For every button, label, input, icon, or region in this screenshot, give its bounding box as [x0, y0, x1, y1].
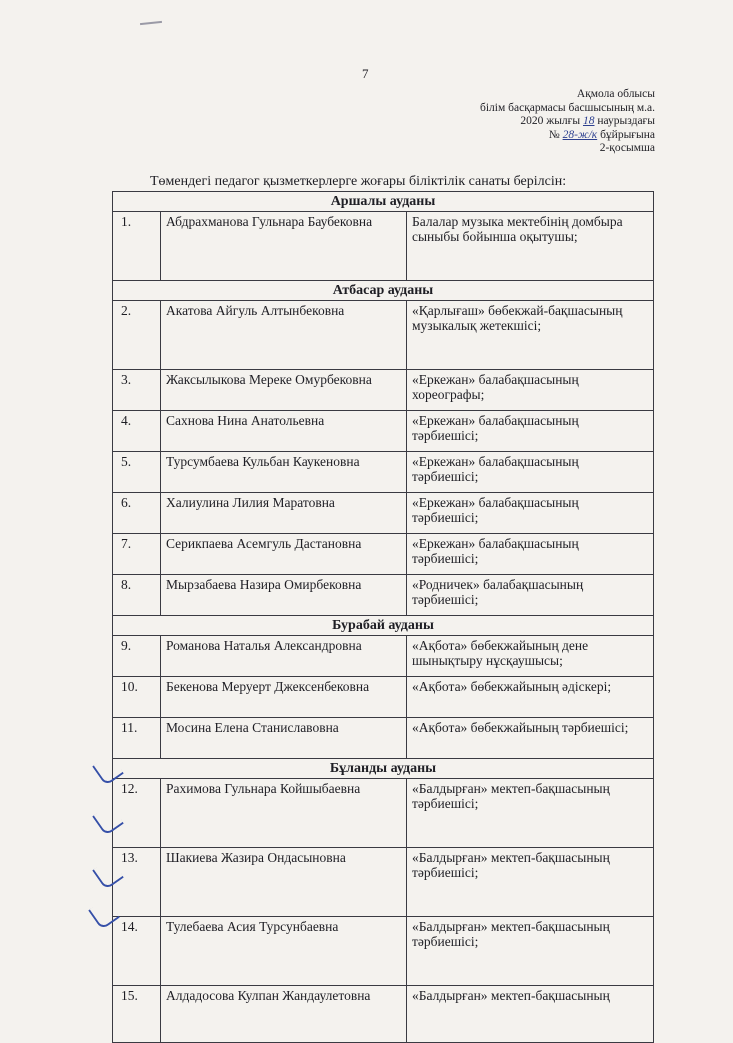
table-row	[113, 636, 654, 677]
teacher-name: Абдрахманова Гульнара Баубековна	[161, 212, 407, 281]
table-row	[113, 779, 654, 848]
row-number: 12.	[113, 779, 161, 848]
teacher-position: «Ақбота» бөбекжайының әдіскері;	[407, 677, 654, 718]
table-row	[113, 848, 654, 917]
teacher-position: «Еркежан» балабақшасының тәрбиешісі;	[407, 493, 654, 534]
teacher-name: Шакиева Жазира Ондасыновна	[161, 848, 407, 917]
document-header	[395, 88, 655, 156]
table-row	[113, 370, 654, 411]
row-number: 13.	[113, 848, 161, 917]
table-row	[113, 575, 654, 616]
teacher-position: «Балдырған» мектеп-бақшасының тәрбиешісі;	[407, 848, 654, 917]
district-name: Бұланды ауданы	[113, 759, 654, 779]
header-order: № 28-ж/к бұйрығына	[548, 128, 655, 141]
table-row	[113, 534, 654, 575]
teacher-position: «Еркежан» балабақшасының тәрбиешісі;	[407, 452, 654, 493]
table-row	[113, 677, 654, 718]
header-region: Ақмола облысы	[576, 88, 655, 100]
teacher-position: Балалар музыка мектебінің домбыра сыныбы бойынша оқытушы;	[407, 212, 654, 281]
row-number: 14.	[113, 917, 161, 986]
teacher-name: Рахимова Гульнара Койшыбаевна	[161, 779, 407, 848]
teacher-position: «Еркежан» балабақшасының тәрбиешісі;	[407, 534, 654, 575]
teacher-name: Акатова Айгуль Алтынбековна	[161, 301, 407, 370]
table-row	[113, 718, 654, 759]
row-number: 5.	[113, 452, 161, 493]
table-row	[113, 986, 654, 1043]
teacher-name: Тулебаева Асия Турсунбаевна	[161, 917, 407, 986]
teachers-table	[112, 191, 654, 1043]
row-number: 3.	[113, 370, 161, 411]
teacher-position: «Еркежан» балабақшасының тәрбиешісі;	[407, 411, 654, 452]
district-name: Атбасар ауданы	[113, 281, 654, 301]
district-row	[113, 192, 654, 212]
district-row	[113, 616, 654, 636]
teacher-name: Халиулина Лилия Маратовна	[161, 493, 407, 534]
table-row	[113, 212, 654, 281]
district-row	[113, 759, 654, 779]
teacher-name: Серикпаева Асемгуль Дастановна	[161, 534, 407, 575]
row-number: 2.	[113, 301, 161, 370]
teacher-position: «Қарлығаш» бөбекжай-бақшасының музыкалық жетекшісі;	[407, 301, 654, 370]
table-row	[113, 493, 654, 534]
row-number: 9.	[113, 636, 161, 677]
handwritten-day: 18	[582, 115, 595, 127]
row-number: 1.	[113, 212, 161, 281]
table-body	[113, 192, 654, 1043]
teacher-name: Мосина Елена Станиславовна	[161, 718, 407, 759]
teacher-position: «Балдырған» мектеп-бақшасының	[407, 986, 654, 1043]
scan-mark	[140, 21, 162, 25]
intro-text: Төмендегі педагог қызметкерлерге жоғары біліктілік санаты берілсін:	[150, 174, 567, 189]
header-appendix: 2-қосымша	[599, 142, 655, 154]
teacher-position: «Родничек» балабақшасының тәрбиешісі;	[407, 575, 654, 616]
teacher-name: Мырзабаева Назира Омирбековна	[161, 575, 407, 616]
table-row	[113, 917, 654, 986]
teacher-name: Турсумбаева Кульбан Каукеновна	[161, 452, 407, 493]
row-number: 6.	[113, 493, 161, 534]
header-authority: білім басқармасы басшысының м.а.	[480, 101, 655, 114]
header-date: 2020 жылғы 18 наурыздағы	[520, 115, 655, 127]
teacher-name: Романова Наталья Александровна	[161, 636, 407, 677]
teacher-name: Бекенова Меруерт Джексенбековна	[161, 677, 407, 718]
table-row	[113, 301, 654, 370]
row-number: 10.	[113, 677, 161, 718]
teacher-position: «Ақбота» бөбекжайының дене шынықтыру нұсқаушысы;	[407, 636, 654, 677]
table-row	[113, 411, 654, 452]
teacher-name: Сахнова Нина Анатольевна	[161, 411, 407, 452]
page-number: 7	[362, 66, 369, 81]
district-name: Бурабай ауданы	[113, 616, 654, 636]
teacher-name: Жаксылыкова Мереке Омурбековна	[161, 370, 407, 411]
teacher-position: «Балдырған» мектеп-бақшасының тәрбиешісі;	[407, 779, 654, 848]
row-number: 11.	[113, 718, 161, 759]
district-name: Аршалы ауданы	[113, 192, 654, 212]
teacher-position: «Еркежан» балабақшасының хореографы;	[407, 370, 654, 411]
row-number: 7.	[113, 534, 161, 575]
handwritten-order-number: 28-ж/к	[562, 128, 598, 141]
teacher-name: Алдадосова Кулпан Жандаулетовна	[161, 986, 407, 1043]
table-row	[113, 452, 654, 493]
teacher-position: «Балдырған» мектеп-бақшасының тәрбиешісі;	[407, 917, 654, 986]
district-row	[113, 281, 654, 301]
teacher-position: «Ақбота» бөбекжайының тәрбиешісі;	[407, 718, 654, 759]
row-number: 8.	[113, 575, 161, 616]
row-number: 4.	[113, 411, 161, 452]
row-number: 15.	[113, 986, 161, 1043]
